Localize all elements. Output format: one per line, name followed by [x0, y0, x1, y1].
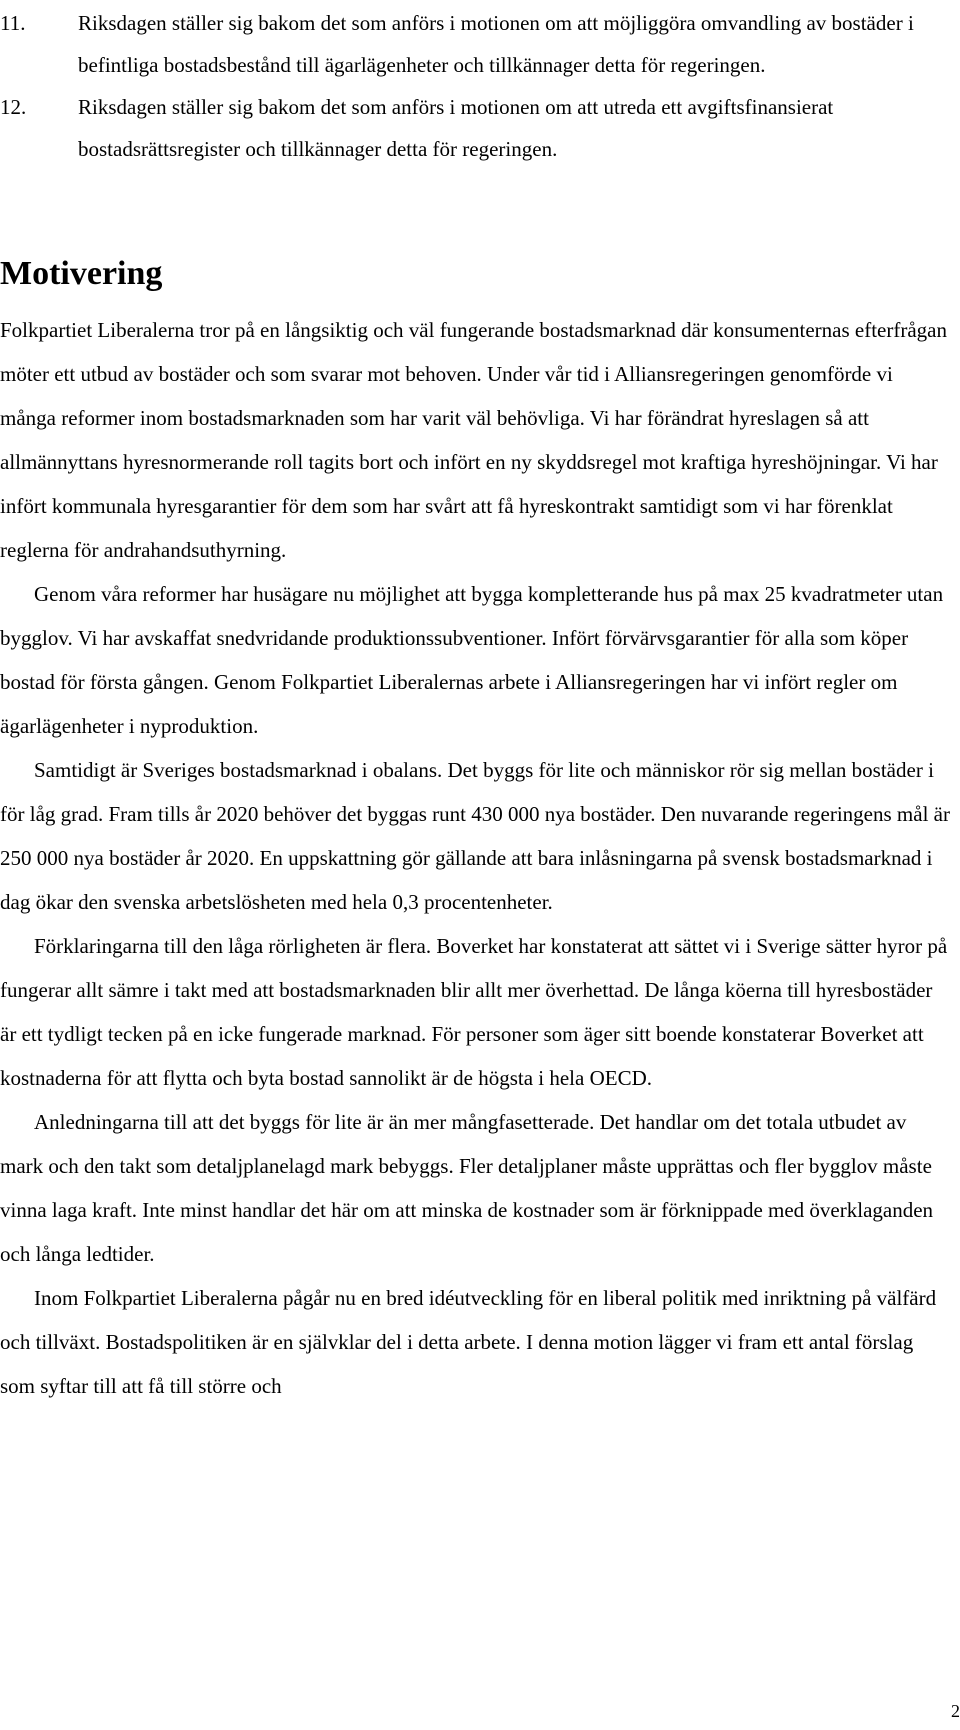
page-number: 2	[951, 1701, 960, 1721]
list-item-number: 12.	[0, 95, 27, 119]
body-text	[0, 308, 950, 1408]
paragraph: Genom våra reformer har husägare nu möjlighet att bygga kompletterande hus på max 25 kvadratmeter utan bygglov. Vi har avskaffat snedvridande produktionssubventioner. Infört förvärvsgarantier för alla som köper bostad för första gången. Genom Folkpartiet Liberalernas arbete i Alliansregeringen har vi infört regler om ägarlägenheter i nyproduktion.	[0, 582, 944, 738]
list-item-text: Riksdagen ställer sig bakom det som anförs i motionen om att möjliggöra omvandling av bostäder i befintliga bostadsbestånd till ägarlägenheter och tillkännager detta för regeringen.	[78, 11, 914, 77]
list-item	[0, 86, 950, 170]
list-item	[0, 2, 950, 86]
paragraph: Förklaringarna till den låga rörligheten är flera. Boverket har konstaterat att sättet vi i Sverige sätter hyror på fungerar allt sämre i takt med att bostadsmarknaden blir allt mer överhettad. De långa köerna till hyresbostäder är ett tydligt tecken på en icke fungerade marknad. För personer som äger sitt boende konstaterar Boverket att kostnaderna för att flytta och byta bostad sannolikt är de högsta i hela OECD.	[0, 934, 948, 1090]
list-item-number: 11.	[0, 11, 26, 35]
paragraph: Samtidigt är Sveriges bostadsmarknad i obalans. Det byggs för lite och människor rör sig mellan bostäder i för låg grad. Fram tills år 2020 behöver det byggas runt 430 000 nya bostäder. Den nuvarande regeringens mål är 250 000 nya bostäder år 2020. En uppskattning gör gällande att bara inlåsningarna på svensk bostadsmarknad i dag ökar den svenska arbetslösheten med hela 0,3 procentenheter.	[0, 758, 950, 914]
paragraph: Anledningarna till att det byggs för lite är än mer mångfasetterade. Det handlar om det totala utbudet av mark och den takt som detaljplanelagd mark bebyggs. Fler detaljplaner måste upprättas och fler bygglov måste vinna laga kraft. Inte minst handlar det här om att minska de kostnader som är förknippade med överklaganden och långa ledtider.	[0, 1110, 934, 1266]
motion-proposal-list	[0, 2, 950, 170]
paragraph: Folkpartiet Liberalerna tror på en långsiktig och väl fungerande bostadsmarknad där konsumenternas efterfrågan möter ett utbud av bostäder och som svarar mot behoven. Under vår tid i Alliansregeringen genomförde vi många reformer inom bostadsmarknaden som har varit väl behövliga. Vi har förändrat hyreslagen så att allmännyttans hyresnormerande roll tagits bort och infört en ny skyddsregel mot kraftiga hyreshöjningar. Vi har infört kommunala hyresgarantier för dem som har svårt att få hyreskontrakt samtidigt som vi har förenklat reglerna för andrahandsuthyrning.	[0, 318, 947, 562]
list-item-text: Riksdagen ställer sig bakom det som anförs i motionen om att utreda ett avgiftsfinansierat bostadsrättsregister och tillkännager detta för regeringen.	[78, 95, 834, 161]
paragraph: Inom Folkpartiet Liberalerna pågår nu en bred idéutveckling för en liberal politik med inriktning på välfärd och tillväxt. Bostadspolitiken är en självklar del i detta arbete. I denna motion lägger vi fram ett antal förslag som syftar till att få till större och	[0, 1286, 937, 1398]
section-heading: Motivering	[0, 255, 163, 292]
